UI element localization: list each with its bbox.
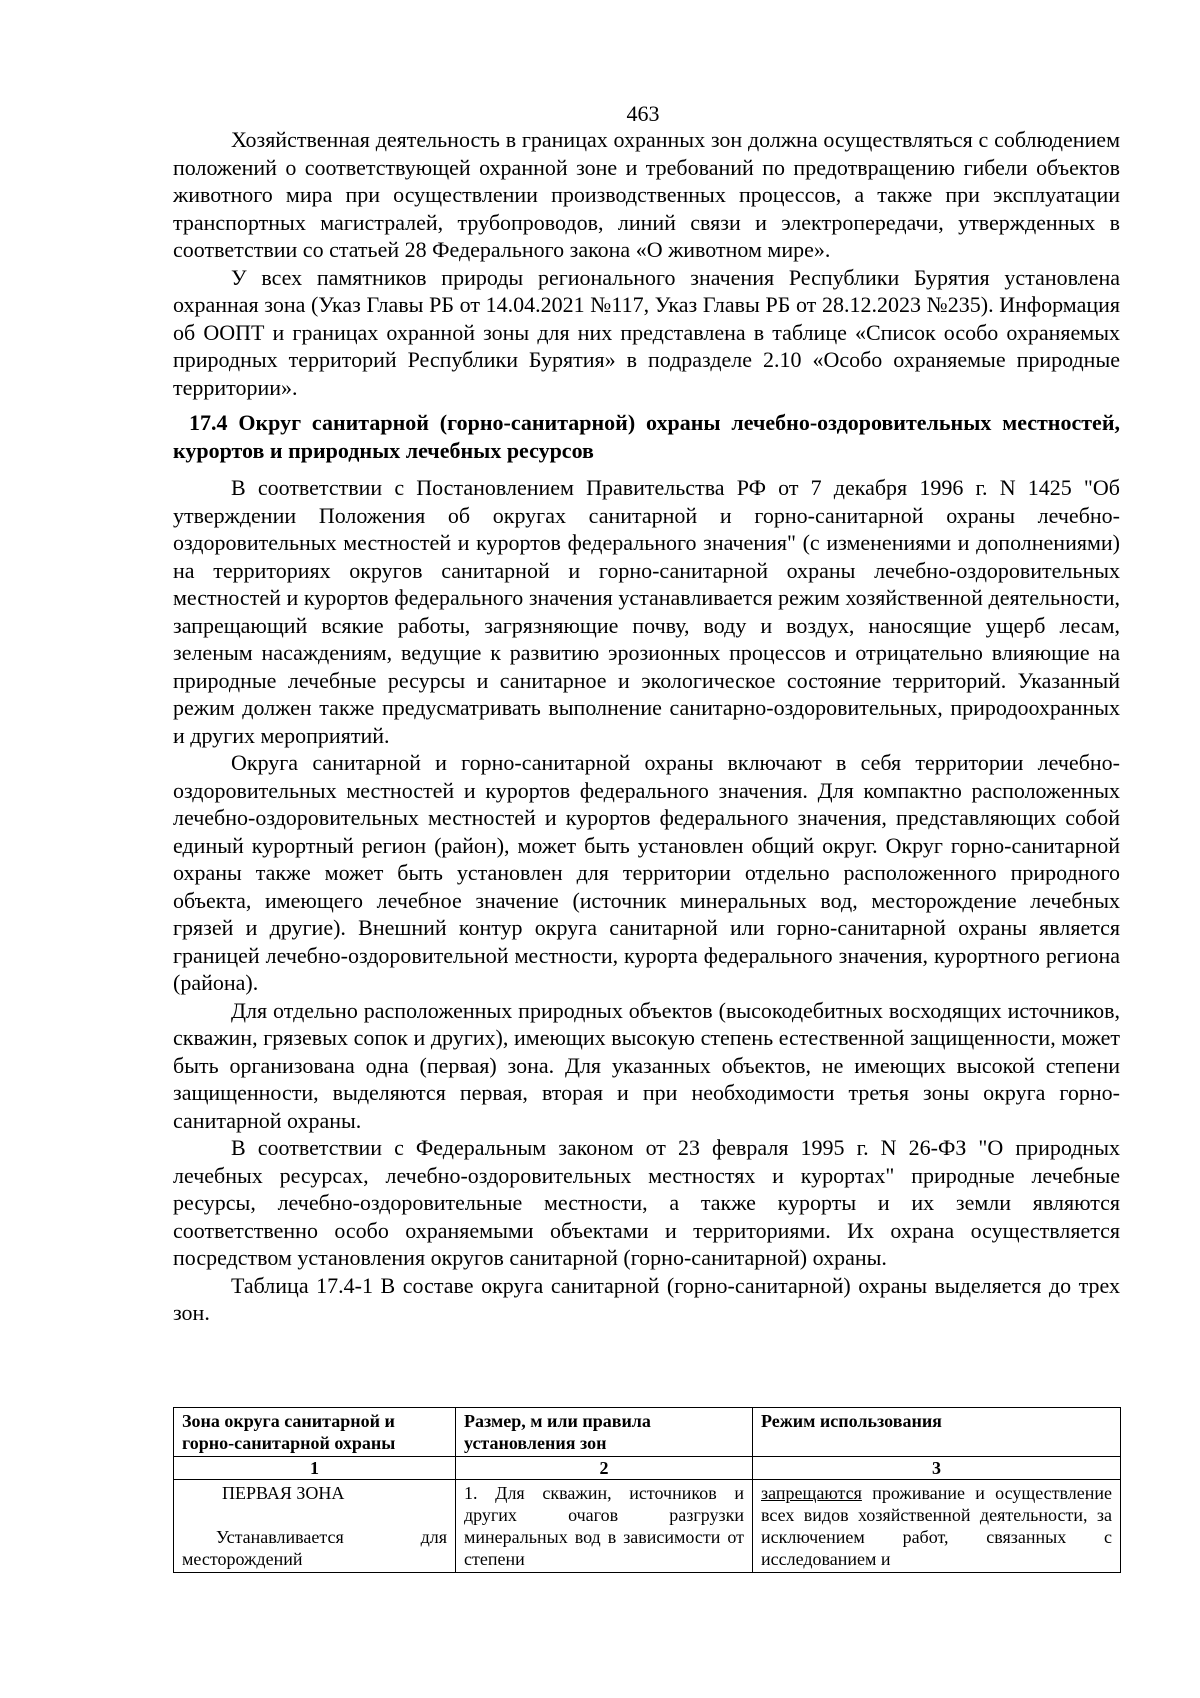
table-col-number: 1 — [174, 1457, 456, 1480]
paragraph-district-composition: Округа санитарной и горно-санитарной охраны включают в себя территории лечебно-оздоровительных местностей и курортов федерального значения. Для компактно расположенных лечебно-оздоровительных местностей и курортов федерального значения, представляющих собой единый курортный регион (район), может быть установлен общий округ. Округ горно-санитарной охраны также может быть установлен для территории отдельно расположенного природного объекта, имеющего лечебное значение (источник минеральных вод, месторождение лечебных грязей и другие). Внешний контур округа санитарной или горно-санитарной охраны является границей лечебно-оздоровительной местности, курорта федерального значения, курортного региона (района). — [173, 750, 1120, 995]
table-col-number: 3 — [753, 1457, 1121, 1480]
paragraph-federal-law-26: В соответствии с Федеральным законом от 23 февраля 1995 г. N 26-ФЗ "О природных лечебных ресурсах, лечебно-оздоровительных местностях и курортах" природные лечебные ресурсы, лечебно-оздоровительные местности, а также курорты и их земли являются соответственно особо охраняемыми объектами и территориями. Их охрана осуществляется посредством установления округов санитарной (горно-санитарной) охраны. — [173, 1135, 1120, 1270]
paragraph-nature-monuments: У всех памятников природы регионального значения Республики Бурятия установлена охранная зона (Указ Главы РБ от 14.04.2021 №117, Указ Главы РБ от 28.12.2023 №235). Информация об ООПТ и границах охранной зоны для них представлена в таблице «Список особо охраняемых природных территорий Республики Бурятия» в подразделе 2.10 «Особо охраняемые природные территории». — [173, 264, 1120, 400]
zone-title: ПЕРВАЯ ЗОНА — [222, 1483, 345, 1503]
table-caption: Таблица 17.4-1 В составе округа санитарной (горно-санитарной) охраны выделяется до трех зон. — [173, 1272, 1120, 1325]
zone-cell — [174, 1480, 456, 1573]
section-heading-17-4: 17.4 Округ санитарной (горно-санитарной) охраны лечебно-оздоровительных местностей, курортов и природных лечебных ресурсов — [173, 410, 1120, 463]
paragraph-hunting-activity: Хозяйственная деятельность в границах охранных зон должна осуществляться с соблюдением положений о соответствующей охранной зоне и требований по предотвращению гибели объектов животного мира при осуществлении производственных процессов, а также при эксплуатации транспортных магистралей, трубопроводов, линий связи и электропередачи, утвержденных в соответствии со статьей 28 Федерального закона «О животном мире». — [173, 127, 1120, 262]
zone-description: Устанавливается для месторождений — [182, 1527, 447, 1569]
document-body — [173, 126, 1120, 1327]
size-cell: 1. Для скважин, источников и других очагов разгрузки минеральных вод в зависимости от степени — [456, 1480, 753, 1573]
table-row — [174, 1480, 1121, 1573]
table-header-regime: Режим использования — [753, 1408, 1121, 1457]
table-header-row — [174, 1408, 1121, 1457]
paragraph-resolution-1425: В соответствии с Постановлением Правительства РФ от 7 декабря 1996 г. N 1425 "Об утверждении Положения об округах санитарной и горно-санитарной охраны лечебно-оздоровительных местностей и курортов федерального значения" (с изменениями и дополнениями) на территориях округов санитарной и горно-санитарной охраны лечебно-оздоровительных местностей и курортов федерального значения устанавливается режим хозяйственной деятельности, запрещающий всякие работы, загрязняющие почву, воду и воздух, наносящие ущерб лесам, зеленым насаждениям, ведущие к развитию эрозионных процессов и отрицательно влияющие на природные лечебные ресурсы и санитарное и экологическое состояние территорий. Указанный режим должен также предусматривать выполнение санитарно-оздоровительных, природоохранных и других мероприятий. — [173, 475, 1120, 748]
regime-prohibited-term: запрещаются — [761, 1483, 862, 1503]
table-header-size: Размер, м или правила установления зон — [456, 1408, 753, 1457]
paragraph-separate-objects: Для отдельно расположенных природных объектов (высокодебитных восходящих источников, скважин, грязевых сопок и других), имеющих высокую степень естественной защищенности, может быть организована одна (первая) зона. Для указанных объектов, не имеющих высокой степени защищенности, выделяются первая, вторая и при необходимости третья зоны округа горно-санитарной охраны. — [173, 997, 1120, 1133]
table-col-number: 2 — [456, 1457, 753, 1480]
regime-cell — [753, 1480, 1121, 1573]
page-number: 463 — [626, 101, 660, 126]
table-number-row — [174, 1457, 1121, 1480]
zones-table — [173, 1407, 1121, 1573]
regime-text: проживание и осуществление всех видов хозяйственной деятельности, за исключением работ, связанных с исследованием и — [761, 1483, 1112, 1569]
table-header-zone: Зона округа санитарной и горно-санитарной охраны — [174, 1408, 456, 1457]
